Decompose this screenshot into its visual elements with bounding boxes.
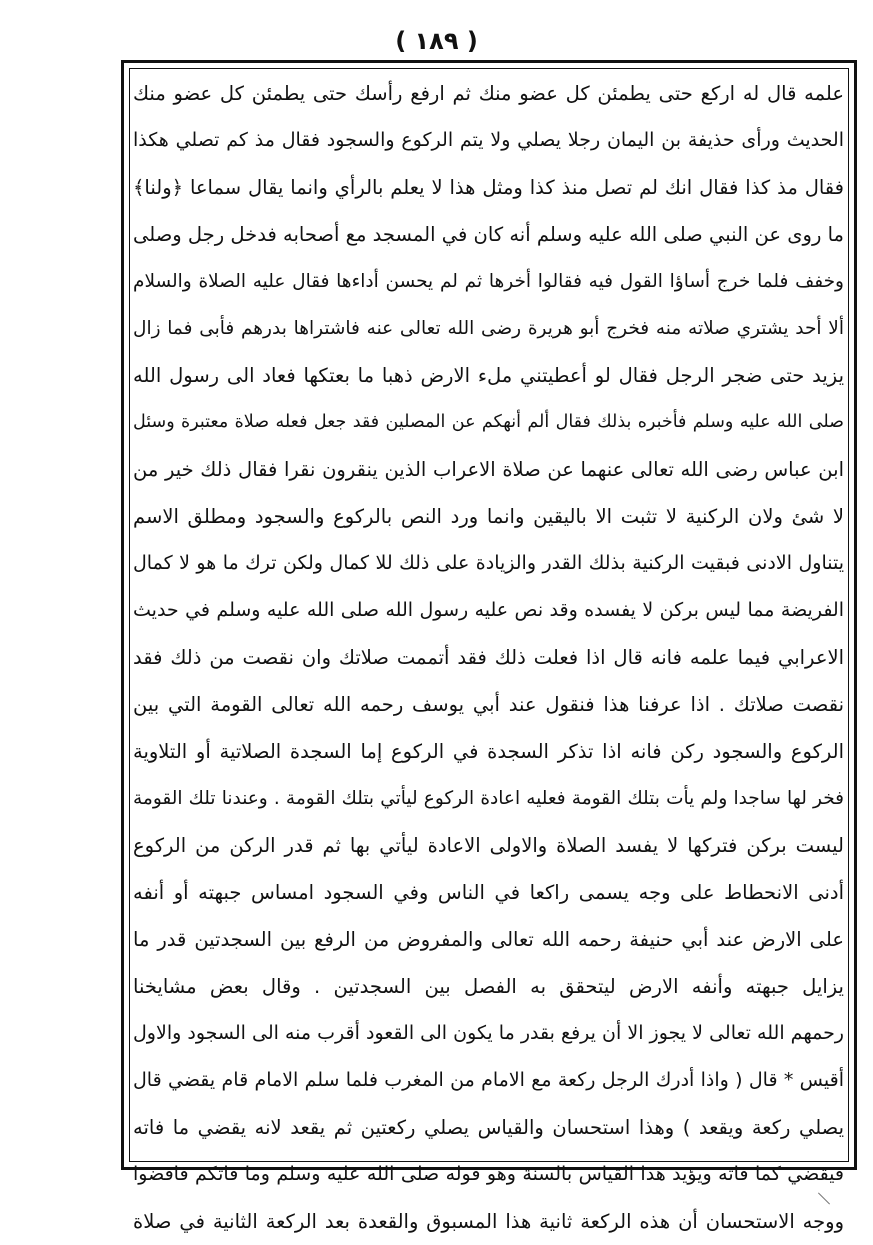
body-text: [133, 70, 844, 1233]
text-line: لا شئ ولان الركنية لا تثبت الا باليقين وانما ورد النص بالركوع والسجود ومطلق الاسم: [133, 505, 844, 528]
text-line: يتناول الادنى فبقيت الركنية بذلك القدر والزيادة على ذلك للا كمال ولكن ترك ما هو لا كمال: [133, 552, 844, 574]
text-line: ابن عباس رضى الله تعالى عنهما عن صلاة الاعراب الذين ينقرون نقرا فقال ذلك خير من: [133, 458, 844, 481]
text-line: ما روى عن النبي صلى الله عليه وسلم أنه كان في المسجد مع أصحابه فدخل رجل وصلى: [133, 223, 844, 246]
text-line: وخفف فلما خرج أساؤا القول فيه فقالوا أخرها ثم لم يحسن أداءها فقال عليه الصلاة والسلام: [133, 271, 844, 292]
text-line: الفريضة مما ليس بركن لا يفسده وقد نص عليه رسول الله صلى الله عليه وسلم في حديث: [133, 599, 844, 621]
text-line: الاعرابي فيما علمه فانه قال اذا فعلت ذلك فقد أتممت صلاتك وان نقصت من ذلك فقد: [133, 646, 844, 669]
text-line: يزايل جبهته وأنفه الارض ليتحقق به الفصل بين السجدتين . وقال بعض مشايخنا: [133, 975, 844, 998]
text-line: نقصت صلاتك . اذا عرفنا هذا فنقول عند أبي يوسف رحمه الله تعالى القومة التي بين: [133, 693, 844, 716]
text-line: ليست بركن فتركها لا يفسد الصلاة والاولى الاعادة ليأتي بها ثم قدر الركن من الركوع: [133, 834, 844, 857]
text-line: الركوع والسجود ركن فانه اذا تذكر السجدة في الركوع إما السجدة الصلاتية أو التلاوية: [133, 740, 844, 763]
text-line: فخر لها ساجدا ولم يأت بتلك القومة فعليه اعادة الركوع ليأتي بتلك القومة . وعندنا تلك القومة: [133, 788, 844, 809]
text-line: يصلي ركعة ويقعد ) وهذا استحسان والقياس يصلي ركعتين ثم يقعد لانه يقضي ما فاته: [133, 1116, 844, 1139]
text-line: على الارض عند أبي حنيفة رحمه الله تعالى والمفروض من الرفع بين السجدتين قدر ما: [133, 928, 844, 951]
text-line: أقيس * قال ( واذا أدرك الرجل ركعة مع الامام من المغرب فلما سلم الامام قام يقضي قال: [133, 1069, 844, 1091]
text-line: يزيد حتى ضجر الرجل فقال لو أعطيتني ملء الارض ذهبا ما بعتكها فعاد الى رسول الله: [133, 364, 844, 387]
page-number: ( ١٨٩ ): [395, 27, 478, 55]
text-line: أدنى الانحطاط على وجه يسمى راكعا في الناس وفي السجود امساس جبهته أو أنفه: [133, 881, 844, 904]
text-line: فقال مذ كذا فقال انك لم تصل منذ كذا ومثل هذا لا يعلم بالرأي وانما يقال سماعا ﴿ولنا﴾: [133, 176, 844, 199]
text-line: فيقضي كما فاته ويؤيد هذا القياس بالسنة وهو قوله صلى الله عليه وسلم وما فاتكم فاقضوا: [133, 1163, 844, 1185]
text-line: علمه قال له اركع حتى يطمئن كل عضو منك ثم ارفع رأسك حتى يطمئن كل عضو منك: [133, 82, 844, 105]
text-line: رحمهم الله تعالى لا يجوز الا أن يرفع بقدر ما يكون الى القعود أقرب منه الى السجود والاول: [133, 1022, 844, 1044]
text-line: الحديث ورأى حذيفة بن اليمان رجلا يصلي ولا يتم الركوع والسجود فقال مذ كم تصلي هكذا: [133, 129, 844, 151]
text-line: ألا أحد يشتري صلاته منه فخرج أبو هريرة رضى الله تعالى عنه فاشتراها بدرهم فأبى فما زال: [133, 318, 844, 339]
text-line: ووجه الاستحسان أن هذه الركعة ثانية هذا المسبوق والقعدة بعد الركعة الثانية في صلاة: [133, 1210, 844, 1233]
text-line: صلى الله عليه وسلم فأخبره بذلك فقال ألم أنهكم عن المصلين فقد جعل فعله صلاة معتبرة وسئل: [133, 412, 844, 432]
